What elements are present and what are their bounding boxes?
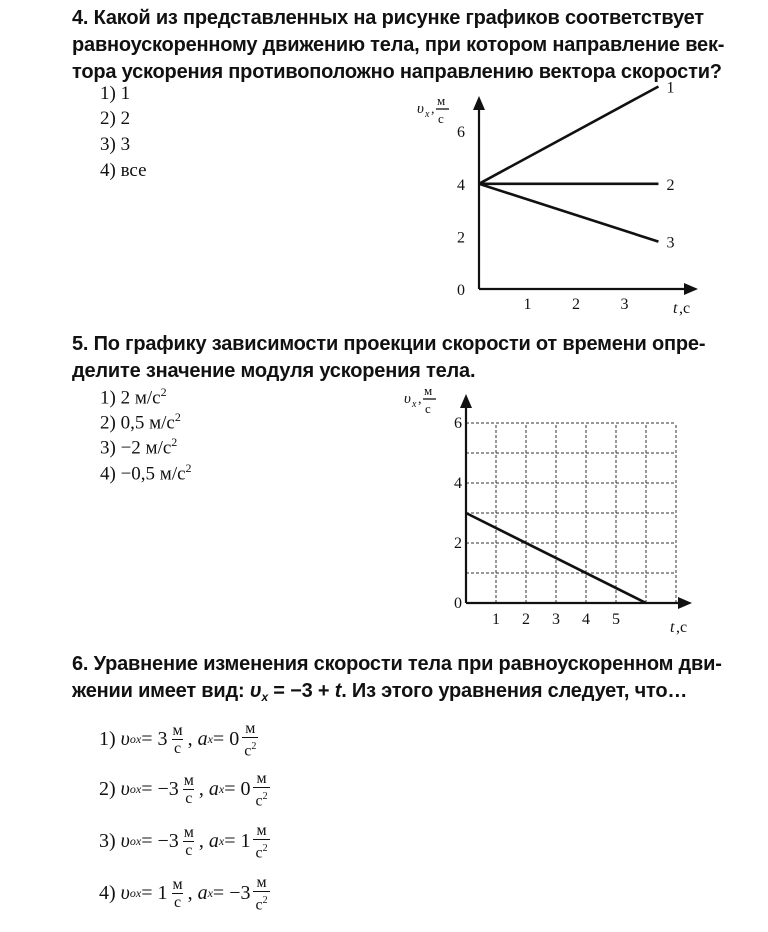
chart1-ytick-0: 0: [457, 282, 465, 299]
q5-option-2[interactable]: 2) 0,5 $м/с^2$: [100, 410, 181, 434]
chart1-ylabel-sub: x: [425, 109, 430, 120]
q6-option-4[interactable]: 4) υ ox = 1 $\frac{м}{с}$ , a x = −3 $\frac{м}{с^2}$: [99, 874, 268, 914]
chart1-x-arrow: [684, 283, 698, 295]
chart1-ytick-4: 4: [457, 176, 465, 194]
q4-option-3[interactable]: 3) 3: [100, 134, 131, 155]
chart1-ylabel-den: с: [438, 111, 444, 126]
q5-option-1[interactable]: 1) 2 $м/с^2$: [100, 385, 167, 409]
chart2-xtick-2: 2: [522, 611, 530, 628]
chart1-ylabel-num: м: [437, 93, 446, 108]
chart1-ytick-6: 6: [457, 124, 465, 142]
chart1-series-1: [479, 86, 658, 183]
chart2-series-line: [466, 513, 646, 603]
chart1-xlabel-t: t: [673, 300, 678, 317]
chart2-xlabel-unit: ,c: [676, 619, 688, 636]
chart1-xlabel-unit: ,c: [679, 300, 691, 317]
chart1-series-label-3: 3: [666, 234, 675, 252]
chart2-xtick-5: 5: [612, 611, 620, 628]
q6-text: [72, 651, 722, 711]
chart1-ylabel-comma: ,: [431, 102, 435, 117]
chart2-ylabel-v: υ: [404, 391, 411, 407]
q5-option-4[interactable]: 4) −0,5 $м/с^2$: [100, 461, 192, 485]
chart1-series-3: [479, 184, 658, 242]
chart2-ylabel-num: м: [424, 383, 433, 398]
q5-line1: 5. По графику зависимости проекции скорости от времени опре-: [72, 333, 706, 355]
q6-line1: 6. Уравнение изменения скорости тела при равноускоренном дви-: [72, 653, 722, 675]
q4-option-4[interactable]: 4) все: [100, 160, 147, 181]
chart2-xtick-3: 3: [552, 611, 560, 628]
q4-text: [72, 5, 724, 86]
chart2-ytick-6: 6: [454, 415, 462, 432]
chart1-y-arrow: [473, 96, 485, 110]
q5-text: [72, 331, 705, 385]
q4-line3: тора ускорения противоположно направлению вектора скорости?: [72, 61, 722, 83]
chart1-ylabel-v: υ: [417, 101, 424, 117]
q5-option-3[interactable]: 3) −2 $м/с^2$: [100, 435, 178, 459]
chart1-xtick-3: 3: [620, 296, 629, 313]
chart1-series-label-2: 2: [666, 176, 675, 194]
chart2-ytick-0: 0: [454, 595, 462, 612]
chart2-xlabel-t: t: [670, 619, 675, 636]
q6-option-2[interactable]: 2) υ ox = −3 $\frac{м}{с}$ , a x = 0 $\frac{м}{с^2}$: [99, 770, 268, 810]
q4-line1: 4. Какой из представленных на рисунке графиков соответствует: [72, 7, 704, 29]
chart2-ylabel-sub: x: [412, 399, 417, 410]
chart2-ytick-2: 2: [454, 535, 462, 552]
chart1-xtick-2: 2: [572, 296, 580, 313]
chart1-ytick-2: 2: [457, 229, 465, 247]
q4-option-2[interactable]: 2) 2: [100, 108, 131, 129]
q4-option-1[interactable]: 1) 1: [100, 83, 131, 104]
chart2-ytick-4: 4: [454, 475, 462, 492]
chart2-xtick-4: 4: [582, 611, 590, 628]
chart2-xtick-1: 1: [492, 611, 500, 628]
q5-line2: делите значение модуля ускорения тела.: [72, 360, 476, 382]
q6-option-3[interactable]: 3) υ ox = −3 $\frac{м}{с}$ , a x = 1 $\frac{м}{с^2}$: [99, 822, 268, 862]
chart2-x-arrow: [678, 597, 692, 609]
chart1-xtick-1: 1: [523, 296, 532, 313]
chart2-y-arrow: [460, 394, 472, 408]
chart2-ylabel-den: с: [425, 401, 431, 416]
q6-option-1[interactable]: 1) υ ox = 3 $\frac{м}{с}$ , a x = 0 $\frac{м}{с^2}$: [99, 720, 257, 760]
chart1-series-label-1: 1: [666, 79, 675, 97]
q6-line2: жении имеет вид: $\upsilon_x = -3 + t$. Из этого уравнения следует, что…: [72, 680, 688, 704]
q4-line2: равноускоренному движению тела, при котором направление век-: [72, 34, 725, 56]
chart2-ylabel-comma: ,: [418, 392, 422, 407]
